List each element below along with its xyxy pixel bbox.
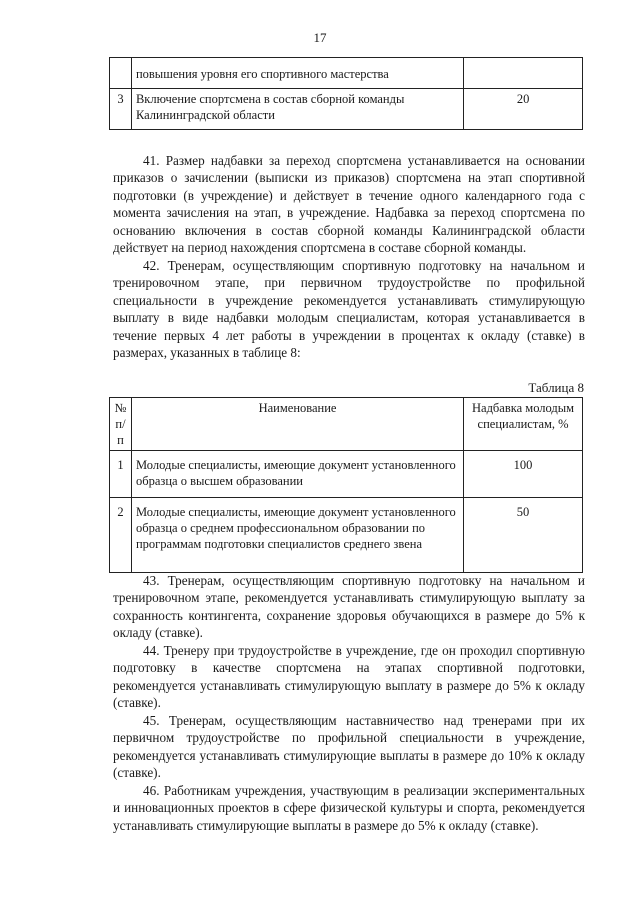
table-row [110, 498, 583, 573]
row-text: повышения уровня его спортивного мастерства [131, 58, 463, 89]
row-value: 50 [464, 498, 583, 573]
page-number: 17 [313, 30, 327, 45]
row-number: 2 [110, 498, 132, 573]
row-text: Молодые специалисты, имеющие документ установленного образца о среднем профессиональном образовании по программам подготовки специалистов среднего звена [131, 498, 463, 573]
header-name: Наименование [131, 398, 463, 451]
table-row [110, 89, 583, 130]
table-row [110, 451, 583, 498]
paragraph-45: 45. Тренерам, осуществляющим наставничество над тренерами при их первичном трудоустройстве по профильной специальности в учреждение, рекомендуется устанавливать стимулирующие выплаты в размере до 10% к окладу (ставке). [113, 713, 585, 781]
row-number [110, 58, 132, 89]
row-number: 3 [110, 89, 132, 130]
paragraph-46: 46. Работникам учреждения, участвующим в реализации экспериментальных и инновационных проектов в сфере физической культуры и спорта, рекомендуется устанавливать стимулирующие выплаты в размере до 5% к окладу (ставке). [113, 783, 585, 833]
row-value: 20 [464, 89, 583, 130]
top-table [109, 57, 583, 130]
table-row [110, 58, 583, 89]
row-text: Молодые специалисты, имеющие документ установленного образца о высшем образовании [131, 451, 463, 498]
row-value [464, 58, 583, 89]
table-8 [109, 397, 583, 573]
row-value: 100 [464, 451, 583, 498]
paragraph-44: 44. Тренеру при трудоустройстве в учреждение, где он проходил спортивную подготовку в качестве спортсмена на этапах спортивной подготовки, рекомендуется устанавливать стимулирующую выплату в размере до 5% к окладу (ставке). [113, 643, 585, 711]
table-caption: Таблица 8 [528, 380, 584, 395]
paragraph-43: 43. Тренерам, осуществляющим спортивную подготовку на начальном и тренировочном этапе, рекомендуется устанавливать стимулирующую выплату за сохранность контингента, сохранение здоровья обучающихся в размере до 5% к окладу (ставке). [113, 573, 585, 641]
header-num: № п/п [110, 398, 132, 451]
row-number: 1 [110, 451, 132, 498]
header-value: Надбавка молодым специалистам, % [464, 398, 583, 451]
table-header-row [110, 398, 583, 451]
paragraph-41: 41. Размер надбавки за переход спортсмена устанавливается на основании приказов о зачислении (выписки из приказов) спортсмена на этап спортивной подготовки (в учреждение) и действует в течение одного календарного года с момента зачисления на этап, в учреждение. Надбавка за переход спортсмена по основанию включения в состав сборной команды Калининградской области действует на период нахождения спортсмена в составе сборной команды. [113, 153, 585, 256]
paragraph-42: 42. Тренерам, осуществляющим спортивную подготовку на начальном и тренировочном этапе, при первичном трудоустройстве по профильной специальности в учреждение рекомендуется устанавливать стимулирующую выплату в виде надбавки молодым специалистам, которая устанавливается в течение первых 4 лет работы в учреждении в процентах к окладу (ставке) в размерах, указанных в таблице 8: [113, 258, 585, 361]
row-text: Включение спортсмена в состав сборной команды Калининградской области [131, 89, 463, 130]
